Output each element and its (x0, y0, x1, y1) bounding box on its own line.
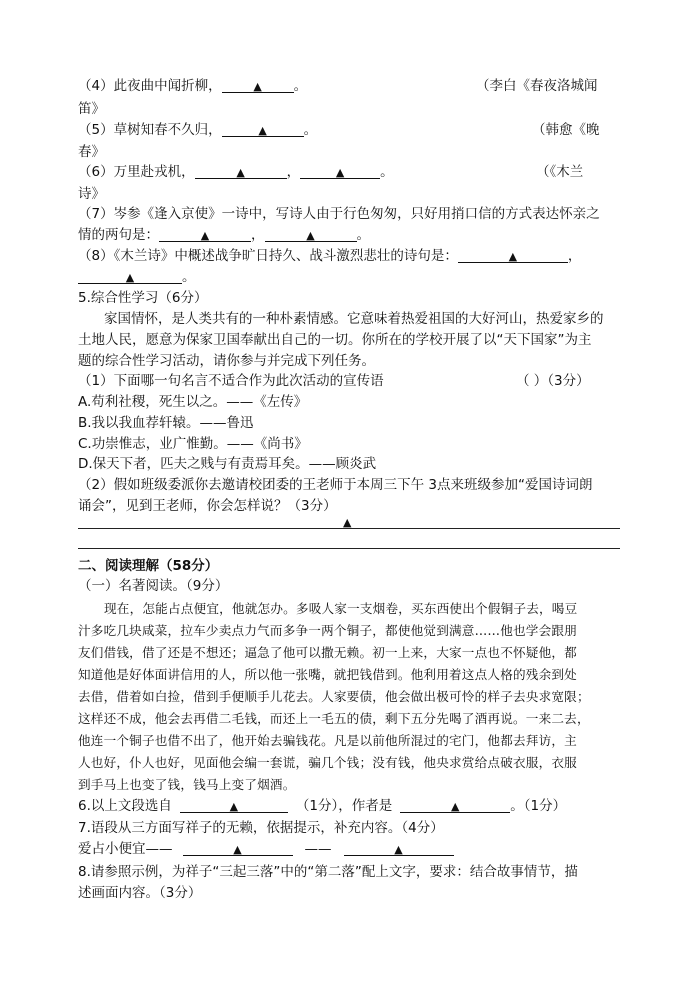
passage-line: 人也好，仆人也好，见面他会编一套谎，骗几个钱；没有钱，他央求赏给点破衣服，衣服 (78, 755, 577, 770)
option-a[interactable]: A.苟利社稷，死生以之。——《左传》 (78, 394, 308, 410)
passage-line: 到手马上也变了钱，钱马上变了烟酒。 (78, 777, 296, 792)
option-b[interactable]: B.我以我血荐轩辕。——鲁迅 (78, 415, 254, 431)
q6-reading: 6.以上文段选自 ▲ （1分），作者是 ▲ 。（1分） (78, 798, 567, 814)
blank-marker-icon: ▲ (229, 800, 239, 813)
passage-line: 汁多吃几块咸菜，拉车少卖点力气而多争一两个铜子，都使他觉到满意……他也学会跟朋 (78, 623, 577, 638)
answer-blank[interactable] (159, 225, 251, 242)
q4-line: （4）此夜曲中闻折柳， ▲ 。 (78, 78, 308, 94)
passage-line: 去借，借着如白捡，借到手便顺手儿花去。人家要债，他会做出极可怜的样子去央求宽限； (78, 689, 590, 704)
subsection-1-title: （一）名著阅读。（9分） (78, 578, 229, 594)
s5-question-2: （2）假如班级委派你去邀请校团委的王老师于本周三下午 3点来班级参加“爱国诗词朗 (78, 477, 593, 493)
blank-marker-icon: ▲ (451, 800, 460, 813)
q8-line-cont: ▲ 。 (78, 267, 196, 287)
blank-marker-icon: ▲ (236, 166, 245, 179)
q7-line: 情的两句是： ▲ ， ▲ 。 (78, 227, 370, 243)
q8-reading-cont: 述画面内容。（3分） (78, 885, 202, 901)
passage-line: 知道他是好体面讲信用的人，所以他一张嘴，就把钱借到。他利用着这点人格的残余到处 (78, 667, 577, 682)
q5-source-cont: 春》 (78, 144, 105, 160)
q6-source-cont: 诗》 (78, 186, 105, 202)
blank-marker-icon: ▲ (233, 843, 242, 856)
answer-line[interactable] (78, 528, 620, 529)
answer-blank[interactable] (195, 162, 287, 179)
blank-marker-icon: ▲ (258, 124, 267, 137)
section-5-paragraph: 题的综合性学习活动，请你参与并完成下列任务。 (78, 353, 375, 369)
answer-blank[interactable] (222, 76, 294, 93)
answer-blank[interactable] (78, 267, 182, 284)
blank-marker-icon: ▲ (200, 229, 210, 242)
answer-blank[interactable] (265, 225, 357, 242)
q7-reading: 7.语段从三方面写祥子的无赖，依据提示，补充内容。（4分） (78, 820, 444, 836)
q6-line: （6）万里赴戎机， ▲ ， ▲ 。 (78, 164, 394, 180)
q8-reading: 8.请参照示例，为祥子“三起三落”中的“第二落”配上文字，要求：结合故事情节，描 (78, 864, 578, 880)
s5-question-1-score: （ ）（3分） (516, 373, 590, 389)
blank-marker-icon: ▲ (253, 80, 262, 93)
q4-source: （李白《春夜洛城闻 (476, 78, 598, 94)
answer-blank[interactable] (344, 839, 454, 856)
section-2-title: 二、阅读理解（58分） (78, 558, 219, 574)
blank-marker-icon: ▲ (125, 271, 135, 284)
passage-line: 现在，怎能占点便宜，他就怎办。多吸人家一支烟卷，买东西使出个假铜子去，喝豆 (104, 601, 578, 616)
section-5-paragraph: 家国情怀，是人类共有的一种朴素情感。它意味着热爱祖国的大好河山，热爱家乡的 (104, 311, 604, 327)
blank-marker-icon: ▲ (335, 166, 345, 179)
s5-question-2-cont: 诵会”，见到王老师，你会怎样说？（3分） (78, 498, 337, 514)
passage-line: 这样还不成，他会去再借二毛钱，而还上一毛五的债，剩下五分先喝了酒再说。一来二去， (78, 711, 590, 726)
answer-blank[interactable] (458, 246, 568, 263)
option-c[interactable]: C.功崇惟志，业广惟勤。——《尚书》 (78, 436, 308, 452)
option-d[interactable]: D.保天下者，匹夫之贱与有责焉耳矣。——顾炎武 (78, 456, 377, 472)
section-5-paragraph: 土地人民，愿意为保家卫国奉献出自己的一切。你所在的学校开展了以“天下国家”为主 (78, 332, 592, 348)
answer-blank[interactable] (222, 120, 304, 137)
answer-blank[interactable] (400, 796, 510, 813)
s5-question-1: （1）下面哪一句名言不适合作为此次活动的宣传语 (78, 373, 384, 389)
blank-marker-icon: ▲ (394, 843, 403, 856)
q6-source: （《木兰 (536, 164, 584, 180)
answer-line[interactable] (78, 548, 620, 549)
answer-blank[interactable] (300, 162, 380, 179)
blank-marker-icon: ▲ (306, 229, 315, 242)
q7-hint-line: 爱占小便宜—— ▲ —— ▲ (78, 839, 454, 859)
answer-blank[interactable] (183, 839, 293, 856)
blank-marker-icon: ▲ (508, 250, 518, 263)
answer-marker-icon: ▲ (343, 516, 352, 529)
q5-source: （韩愈《晚 (532, 122, 600, 138)
passage-line: 友们借钱，借了还是不想还；逼急了他可以撒无赖。初一上来，大家一点也不怀疑他，都 (78, 645, 577, 660)
answer-blank[interactable] (180, 796, 288, 813)
section-5-title: 5.综合性学习（6分） (78, 290, 208, 306)
q4-source-cont: 笛》 (78, 101, 105, 117)
q5-line: （5）草树知春不久归， ▲ 。 (78, 122, 318, 138)
passage-line: 他连一个铜子也借不出了，他开始去骗钱花。凡是以前他所混过的宅门，他都去拜访，主 (78, 733, 577, 748)
q8-line: （8）《木兰诗》中概述战争旷日持久、战斗激烈悲壮的诗句是： ▲ ， (78, 248, 582, 264)
q7-prompt: （7）岑参《逢入京使》一诗中，写诗人由于行色匆匆，只好用捎口信的方式表达怀亲之 (78, 206, 600, 222)
